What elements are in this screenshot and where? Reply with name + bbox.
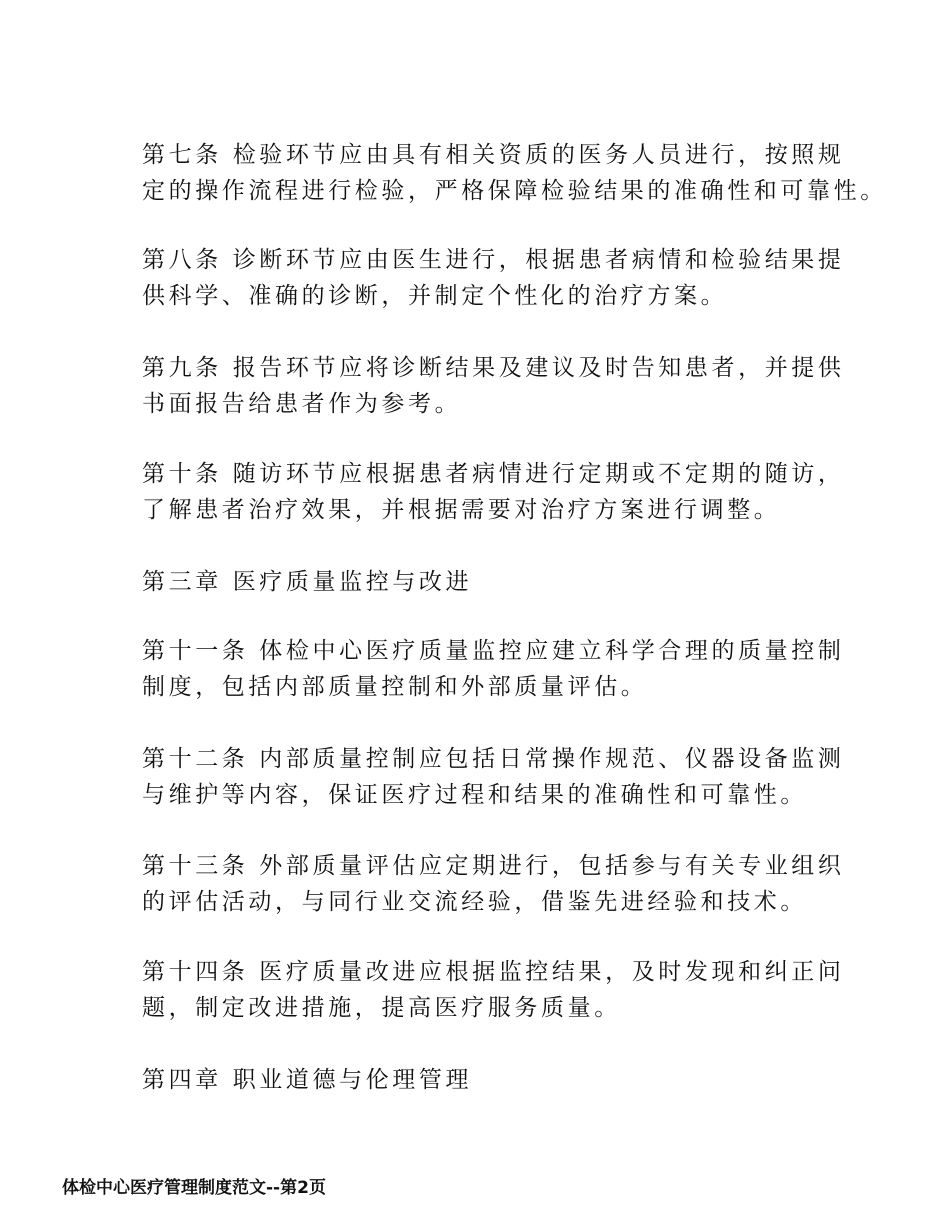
chapter-4-title: 第四章 职业道德与伦理管理 <box>142 1067 473 1093</box>
chapter-4-heading <box>142 1062 832 1098</box>
article-14-line-2: 题，制定改进措施，提高医疗服务质量。 <box>142 995 621 1021</box>
article-7-line-2: 定的操作流程进行检验，严格保障检验结果的准确性和可靠性。 <box>142 178 887 204</box>
article-11-line-1: 第十一条 体检中心医疗质量监控应建立科学合理的质量控制 <box>142 638 845 664</box>
article-9-line-1: 第九条 报告环节应将诊断结果及建议及时告知患者，并提供 <box>142 355 845 381</box>
article-8 <box>142 242 845 314</box>
article-12 <box>142 741 845 813</box>
article-7 <box>142 137 887 209</box>
article-10 <box>142 456 845 528</box>
chapter-3-heading <box>142 564 832 600</box>
article-11-line-2: 制度，包括内部质量控制和外部质量评估。 <box>142 674 648 700</box>
article-14-line-1: 第十四条 医疗质量改进应根据监控结果，及时发现和纠正问 <box>142 959 845 985</box>
article-10-line-2: 了解患者治疗效果，并根据需要对治疗方案进行调整。 <box>142 497 781 523</box>
article-9 <box>142 350 845 422</box>
article-12-line-2: 与维护等内容，保证医疗过程和结果的准确性和可靠性。 <box>142 782 807 808</box>
article-13 <box>142 848 845 920</box>
chapter-3-title: 第三章 医疗质量监控与改进 <box>142 569 473 595</box>
article-9-line-2: 书面报告给患者作为参考。 <box>142 391 462 417</box>
article-8-line-1: 第八条 诊断环节应由医生进行，根据患者病情和检验结果提 <box>142 247 845 273</box>
article-11 <box>142 633 845 705</box>
article-10-line-1: 第十条 随访环节应根据患者病情进行定期或不定期的随访， <box>142 461 845 487</box>
article-14 <box>142 954 845 1026</box>
article-13-line-1: 第十三条 外部质量评估应定期进行，包括参与有关专业组织 <box>142 853 845 879</box>
article-13-line-2: 的评估活动，与同行业交流经验，借鉴先进经验和技术。 <box>142 889 807 915</box>
page-footer: 体检中心医疗管理制度范文--第2页 <box>62 1178 326 1198</box>
article-8-line-2: 供科学、准确的诊断，并制定个性化的治疗方案。 <box>142 283 728 309</box>
article-12-line-1: 第十二条 内部质量控制应包括日常操作规范、仪器设备监测 <box>142 746 845 772</box>
article-7-line-1: 第七条 检验环节应由具有相关资质的医务人员进行，按照规 <box>142 142 845 168</box>
